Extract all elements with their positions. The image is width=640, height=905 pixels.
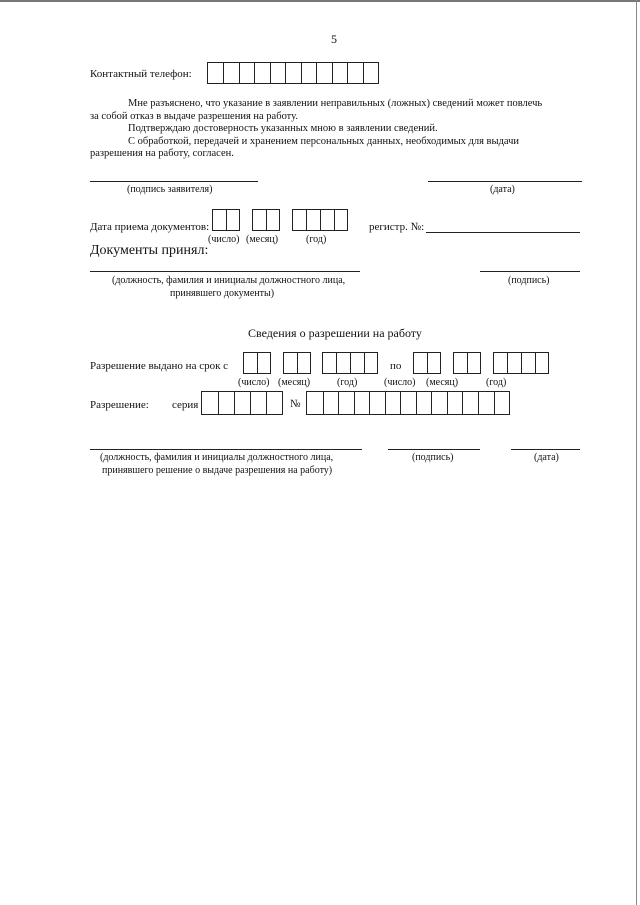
permit-from-month-field[interactable]	[283, 352, 311, 374]
acceptance-day-caption: (число)	[208, 234, 240, 245]
contact-phone-label: Контактный телефон:	[90, 68, 192, 80]
permit-issued-label: Разрешение выдано на срок с	[90, 360, 229, 372]
accepting-signature-caption: (подпись)	[508, 275, 550, 286]
permit-from-year-field[interactable]	[322, 352, 378, 374]
confirmation-text: Подтверждаю достоверность указанных мною в заявлении сведений.	[128, 123, 438, 134]
permit-number-label: №	[290, 398, 301, 410]
acceptance-month-field[interactable]	[252, 209, 280, 231]
permit-series-field[interactable]	[201, 391, 283, 415]
registration-number-line[interactable]	[426, 232, 580, 233]
permit-to-month-caption: (месяц)	[426, 377, 459, 388]
acceptance-date-label: Дата приема документов:	[90, 221, 210, 233]
accepting-official-line[interactable]	[90, 271, 360, 272]
registration-number-label: регистр. №:	[369, 221, 425, 233]
documents-accepted-heading: Документы принял:	[90, 243, 209, 258]
permit-to-day-field[interactable]	[413, 352, 441, 374]
personal-data-consent-line2: разрешения на работу, согласен.	[90, 148, 234, 159]
permit-from-year-caption: (год)	[337, 377, 358, 388]
applicant-date-caption: (дата)	[490, 184, 515, 195]
warning-text-line2: за собой отказ в выдаче разрешения на работу.	[90, 110, 298, 122]
permit-to-day-caption: (число)	[384, 377, 416, 388]
applicant-signature-line[interactable]	[90, 181, 258, 182]
acceptance-year-field[interactable]	[292, 209, 348, 231]
permit-from-day-field[interactable]	[243, 352, 271, 374]
page-number: 5	[331, 32, 337, 46]
permit-to-year-field[interactable]	[493, 352, 549, 374]
contact-phone-field[interactable]	[207, 62, 379, 84]
decision-date-line[interactable]	[511, 449, 580, 450]
deciding-signature-caption: (подпись)	[412, 452, 454, 463]
acceptance-month-caption: (месяц)	[246, 234, 279, 245]
applicant-date-line[interactable]	[428, 181, 582, 182]
deciding-official-caption-1: (должность, фамилия и инициалы должностного лица,	[100, 452, 334, 463]
accepting-official-caption-2: принявшего документы)	[170, 288, 275, 299]
warning-text-line1: Мне разъяснено, что указание в заявлении неправильных (ложных) сведений может повлечь	[128, 98, 543, 109]
permit-to-label: по	[390, 360, 402, 372]
permit-from-day-caption: (число)	[238, 377, 270, 388]
consent-text	[90, 98, 580, 161]
personal-data-consent-line1: С обработкой, передачей и хранением персональных данных, необходимых для выдачи	[128, 135, 520, 147]
acceptance-year-caption: (год)	[306, 234, 327, 245]
accepting-official-caption-1: (должность, фамилия и инициалы должностного лица,	[112, 275, 346, 286]
permit-section-heading: Сведения о разрешении на работу	[248, 326, 422, 340]
permit-from-month-caption: (месяц)	[278, 377, 311, 388]
deciding-official-line[interactable]	[90, 449, 362, 450]
deciding-signature-line[interactable]	[388, 449, 480, 450]
deciding-official-caption-2: принявшего решение о выдаче разрешения на работу)	[102, 465, 333, 476]
permit-to-month-field[interactable]	[453, 352, 481, 374]
permit-series-label: серия	[172, 399, 199, 411]
acceptance-day-field[interactable]	[212, 209, 240, 231]
decision-date-caption: (дата)	[534, 452, 559, 463]
accepting-signature-line[interactable]	[480, 271, 580, 272]
scan-right-edge	[636, 0, 637, 905]
permit-to-year-caption: (год)	[486, 377, 507, 388]
applicant-signature-caption: (подпись заявителя)	[127, 184, 213, 195]
permit-number-field[interactable]	[306, 391, 510, 415]
permit-label: Разрешение:	[90, 399, 149, 411]
scan-top-edge	[0, 0, 640, 2]
